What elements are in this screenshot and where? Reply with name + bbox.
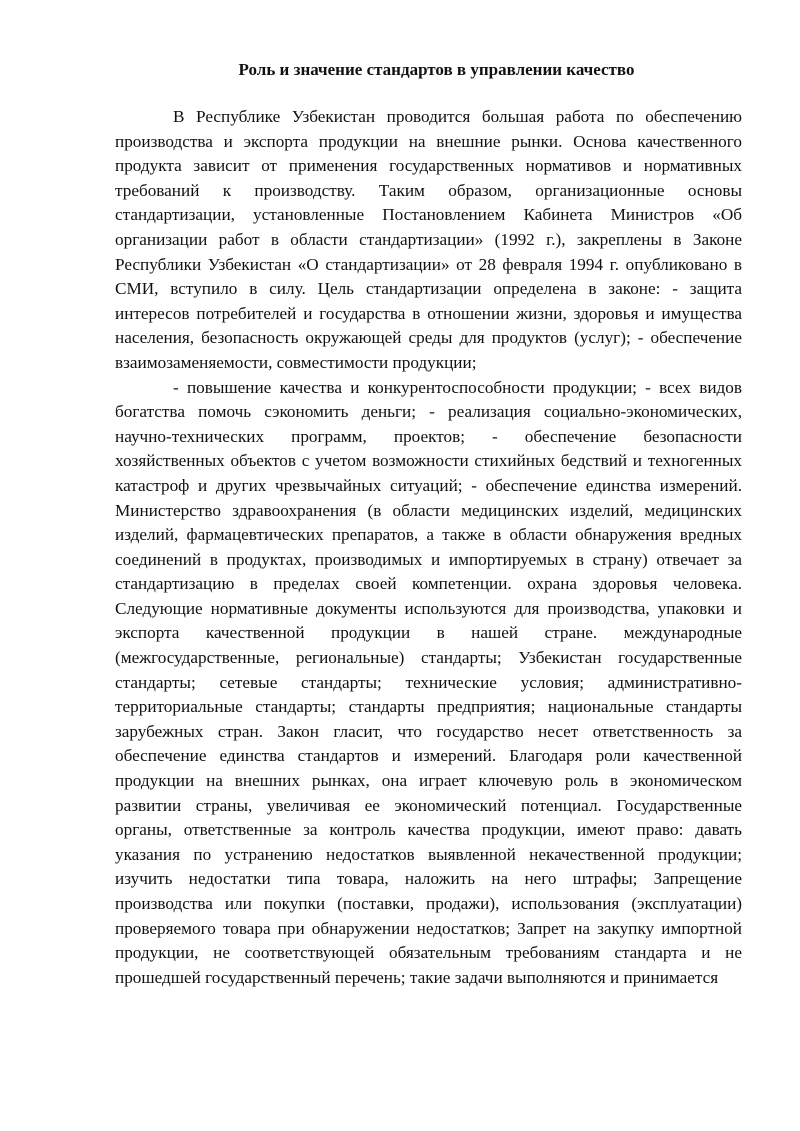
document-title: Роль и значение стандартов в управлении качество bbox=[238, 60, 635, 79]
paragraph-2: - повышение качества и конкурентоспособности продукции; - всех видов богатства помочь сэкономить деньги; - реализация социально-экономических, научно-технических программ, проектов; - обеспечение безопасности хозяйственных объектов с учетом возможности стихийных бедствий и техногенных катастроф и других чрезвычайных ситуаций; - обеспечение единства измерений. Министерство здравоохранения (в области медицинских изделий, медицинских изделий, фармацевтических препаратов, а также в области обнаружения вредных соединений в продуктах, производимых и импортируемых в страну) отвечает за стандартизацию в пределах своей компетенции. охрана здоровья человека. Следующие нормативные документы используются для производства, упаковки и экспорта качественной продукции в нашей стране. международные (межгосударственные, региональные) стандарты; Узбекистан государственные стандарты; сетевые стандарты; технические условия; административно-территориальные стандарты; стандарты предприятия; национальные стандарты зарубежных стран. Закон гласит, что государство несет ответственность за обеспечение единства стандартов и измерений. Благодаря роли качественной продукции на внешних рынках, она играет ключевую роль в экономическом развитии страны, увеличивая ее экономический потенциал. Государственные органы, ответственные за контроль качества продукции, имеют право: давать указания по устранению недостатков выявленной некачественной продукции; изучить недостатки типа товара, наложить на него штрафы; Запрещение производства или покупки (поставки, продажи), использования (эксплуатации) проверяемого товара при обнаружении недостатков; Запрет на закупку импортной продукции, не соответствующей обязательным требованиям стандарта и не прошедшей государственный перечень; такие задачи выполняются и принимается bbox=[115, 377, 742, 987]
paragraph-1: В Республике Узбекистан проводится большая работа по обеспечению производства и экспорта продукции на внешние рынки. Основа качественного продукта зависит от применения государственных нормативов и нормативных требований к производству. Таким образом, организационные основы стандартизации, установленные Постановлением Кабинета Министров «Об организации работ в области стандартизации» (1992 г.), закреплены в Законе Республики Узбекистан «О стандартизации» от 28 февраля 1994 г. опубликовано в СМИ, вступило в силу. Цель стандартизации определена в законе: - защита интересов потребителей и государства в отношении жизни, здоровья и имущества населения, безопасность окружающей среды для продуктов (услуг); - обеспечение взаимозаменяемости, совместимости продукции; bbox=[115, 107, 742, 372]
document-page bbox=[115, 58, 742, 990]
